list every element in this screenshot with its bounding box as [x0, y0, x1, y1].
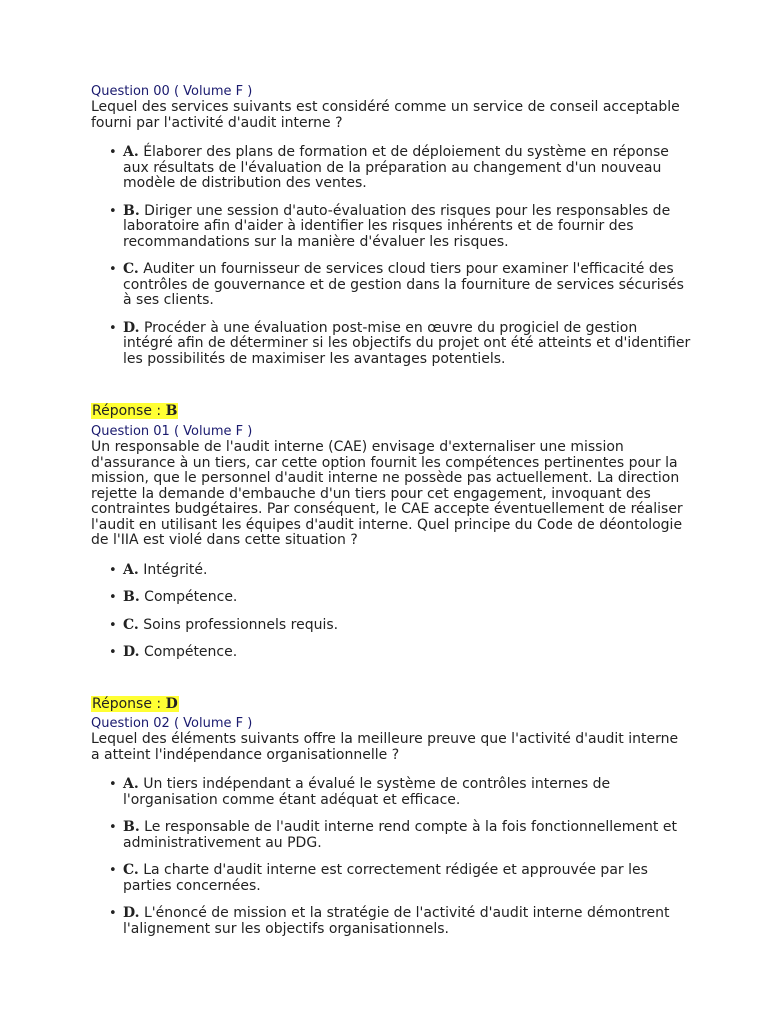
options-list — [91, 777, 691, 937]
answer-letter: B — [165, 403, 178, 419]
question-header: Question 01 ( Volume F ) — [91, 424, 253, 439]
option-letter: B. — [123, 589, 140, 605]
options-list — [91, 563, 691, 661]
option-text: Diriger une session d'auto-évaluation des risques pour les responsables de laboratoire afin d'aider à identifier les risques inhérents et de fournir des recommandations sur la manière d'évaluer les risques. — [123, 202, 671, 250]
answer-highlight — [91, 403, 178, 419]
option-letter: A. — [123, 776, 139, 792]
question-text: Lequel des éléments suivants offre la meilleure preuve que l'activité d'audit interne a atteint l'indépendance organisationnelle ? — [91, 731, 679, 763]
option-text: L'énoncé de mission et la stratégie de l'activité d'audit interne démontrent l'alignement sur les objectifs organisationnels. — [123, 905, 670, 937]
option-letter: B. — [123, 202, 140, 219]
option-text: Soins professionnels requis. — [138, 616, 339, 633]
option-d: • D. Compétence. — [109, 644, 238, 660]
option-letter: C. — [123, 862, 139, 878]
option-letter: D. — [123, 644, 140, 660]
option-text: Le responsable de l'audit interne rend compte à la fois fonctionnellement et administrativement au PDG. — [123, 819, 677, 851]
question-text: Un responsable de l'audit interne (CAE) envisage d'externaliser une mission d'assurance à un tiers, car cette option fournit les compétences pertinentes pour la mission, que le personnel d'audit interne ne possède pas actuellement. La direction rejette la demande d'embauche d'un tiers pour cet engagement, invoquant des contraintes budgétaires. Par conséquent, le CAE accepte éventuellement de réaliser l'audit en utilisant les équipes d'audit interne. Quel principe du Code de déontologie de l'IIA est violé dans cette situation ? — [91, 439, 683, 548]
question-header: Question 02 ( Volume F ) — [91, 716, 253, 731]
option-b: • B. Le responsable de l'audit interne rend compte à la fois fonctionnellement et administrativement au PDG. — [109, 819, 677, 851]
option-text: Procéder à une évaluation post-mise en œuvre du progiciel de gestion intégré afin de déterminer si les objectifs du projet ont été atteints et d'identifier les possibilités de maximiser les avantages potentiels. — [123, 319, 691, 367]
question-header: Question 00 ( Volume F ) — [91, 84, 253, 99]
question-block-02 — [91, 716, 691, 937]
answer-highlight — [91, 696, 179, 712]
option-letter: C. — [123, 261, 139, 277]
option-text: Élaborer des plans de formation et de déploiement du système en réponse aux résultats de l'évaluation de la préparation au changement d'un nouveau modèle de distribution des ventes. — [123, 144, 669, 191]
answer-01 — [91, 696, 691, 712]
option-text: Compétence. — [139, 589, 238, 605]
option-a: • A. Un tiers indépendant a évalué le système de contrôles internes de l'organisation comme étant adéquat et efficace. — [109, 776, 611, 808]
option-letter: D. — [123, 319, 140, 336]
option-d: • D. Procéder à une évaluation post-mise en œuvre du progiciel de gestion intégré afin de déterminer si les objectifs du projet ont été atteints et d'identifier les possibilités de maximiser les avantages potentiels. — [109, 319, 691, 367]
option-c: • C. La charte d'audit interne est correctement rédigée et approuvée par les parties concernées. — [109, 862, 648, 894]
option-c: • C. Soins professionnels requis. — [109, 616, 339, 633]
option-a: • A. Élaborer des plans de formation et de déploiement du système en réponse aux résultats de l'évaluation de la préparation au changement d'un nouveau modèle de distribution des ventes. — [109, 144, 669, 191]
option-letter: A. — [123, 144, 139, 160]
option-letter: B. — [123, 819, 140, 835]
option-a: • A. Intégrité. — [109, 561, 208, 578]
option-letter: A. — [123, 561, 139, 578]
option-text: La charte d'audit interne est correctement rédigée et approuvée par les parties concernées. — [123, 862, 648, 894]
question-block-01 — [91, 424, 691, 661]
option-d: • D. L'énoncé de mission et la stratégie de l'activité d'audit interne démontrent l'alignement sur les objectifs organisationnels. — [109, 905, 670, 937]
answer-label: Réponse : — [92, 403, 166, 419]
option-c: • C. Auditer un fournisseur de services cloud tiers pour examiner l'efficacité des contrôles de gouvernance et de gestion dans la fourniture de services sécurisés à ses clients. — [109, 261, 684, 308]
option-letter: D. — [123, 905, 140, 921]
option-text: Compétence. — [139, 644, 238, 660]
option-b: • B. Compétence. — [109, 589, 238, 605]
question-block-00 — [91, 84, 691, 367]
answer-label: Réponse : — [92, 696, 166, 712]
option-b: • B. Diriger une session d'auto-évaluation des risques pour les responsables de laboratoire afin d'aider à identifier les risques inhérents et de fournir des recommandations sur la manière d'évaluer les risques. — [109, 202, 671, 250]
option-text: Intégrité. — [138, 561, 208, 578]
question-text: Lequel des services suivants est considéré comme un service de conseil acceptable fourni par l'activité d'audit interne ? — [91, 99, 680, 131]
option-letter: C. — [123, 616, 139, 633]
options-list — [91, 145, 691, 367]
option-text: Auditer un fournisseur de services cloud tiers pour examiner l'efficacité des contrôles de gouvernance et de gestion dans la fourniture de services sécurisés à ses clients. — [123, 261, 684, 308]
answer-00 — [91, 403, 691, 419]
answer-letter: D — [165, 696, 178, 712]
option-text: Un tiers indépendant a évalué le système de contrôles internes de l'organisation comme étant adéquat et efficace. — [123, 776, 611, 808]
